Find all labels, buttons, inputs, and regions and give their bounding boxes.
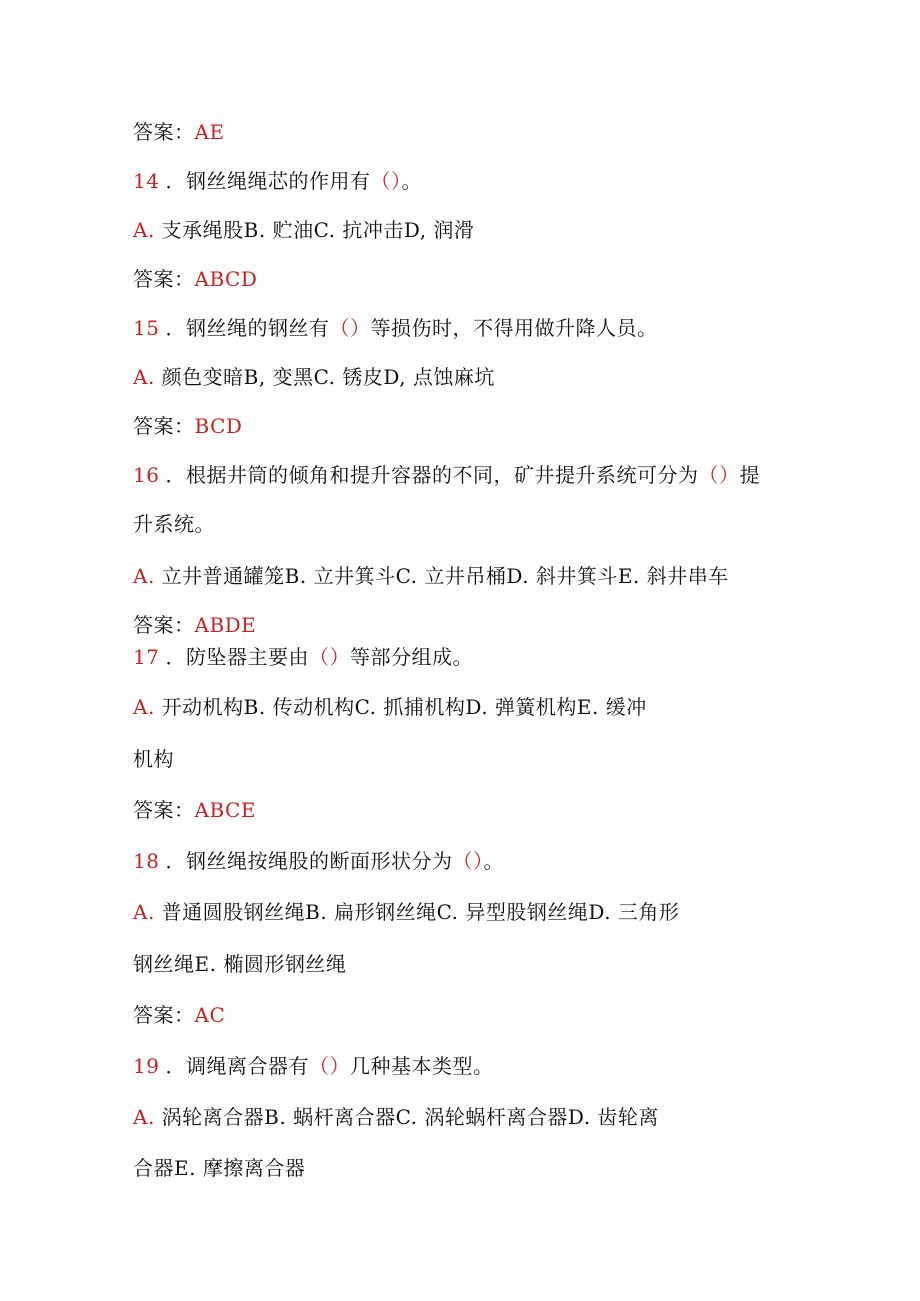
options-18 [133,899,679,925]
answer-value: AC [194,1003,226,1027]
question-text: 钢丝绳绳芯的作用有 [185,169,371,193]
question-text-tail: 等部分组成。 [349,645,473,669]
question-blank: （） [370,169,402,193]
question-15 [133,315,657,341]
question-text-continued: 升系统。 [133,512,215,536]
option-letter: A. [133,900,155,924]
options-16 [133,563,729,589]
answer-line-14 [133,266,257,292]
answer-label: 答案： [133,798,195,822]
question-dot: ． [165,169,186,193]
question-blank: （） [308,645,350,669]
question-text: 钢丝绳的钢丝有 [185,316,330,340]
option-letter: A. [133,695,155,719]
options-text: A. 支承绳股B. 贮油C. 抗冲击D, 润滑 [133,218,475,242]
options-text-continued: 钢丝绳E. 椭圆形钢丝绳 [133,952,347,976]
question-number: 19 [133,1054,160,1078]
options-17-continued [133,746,174,772]
question-text-tail: 提 [739,463,760,487]
options-text: A. 立井普通罐笼B. 立井箕斗C. 立井吊桶D. 斜井箕斗E. 斜井串车 [133,564,729,588]
answer-line-13 [133,119,225,145]
question-19 [133,1053,493,1079]
question-number: 15 [133,316,160,340]
answer-line-15 [133,413,242,439]
question-dot: ． [165,463,186,487]
answer-label: 答案： [133,414,195,438]
options-15 [133,364,495,390]
question-number: 17 [133,645,160,669]
answer-label: 答案： [133,613,195,637]
option-letter: A. [133,564,155,588]
answer-line-18 [133,1002,225,1028]
question-17 [133,644,473,670]
answer-value: AE [194,120,225,144]
question-number: 16 [133,463,160,487]
question-text: 根据井筒的倾角和提升容器的不同，矿井提升系统可分为 [185,463,699,487]
question-text: 钢丝绳按绳股的断面形状分为 [185,849,453,873]
question-dot: ． [165,849,186,873]
question-dot: ． [165,1054,186,1078]
options-14 [133,217,474,243]
answer-line-16 [133,612,256,638]
question-blank: （） [329,316,371,340]
answer-value: ABDE [194,613,257,637]
answer-label: 答案： [133,120,195,144]
options-text-continued: 机构 [133,747,174,771]
options-text: A. 普通圆股钢丝绳B. 扁形钢丝绳C. 异型股钢丝绳D. 三角形 [133,900,680,924]
option-letter: A. [133,1105,155,1129]
options-text-continued: 合器E. 摩擦离合器 [133,1156,306,1180]
option-letter: A. [133,365,155,389]
question-16 [133,462,760,488]
answer-line-17 [133,797,256,823]
question-text-tail: 几种基本类型。 [349,1054,494,1078]
options-17 [133,694,647,720]
options-text: A. 颜色变暗B, 变黑C. 锈皮D, 点蚀麻坑 [133,365,495,389]
options-text: A. 涡轮离合器B. 蜗杆离合器C. 涡轮蜗杆离合器D. 齿轮离 [133,1105,659,1129]
question-text-tail: 。 [401,169,422,193]
options-18-continued [133,951,346,977]
question-blank: （） [308,1054,350,1078]
question-dot: ． [165,316,186,340]
answer-value: BCD [194,414,243,438]
question-16-continued [133,511,215,537]
question-number: 14 [133,169,160,193]
answer-value: ABCD [194,267,258,291]
option-letter: A. [133,218,155,242]
answer-label: 答案： [133,1003,195,1027]
question-18 [133,848,504,874]
question-text-tail: 。 [483,849,504,873]
options-19-continued [133,1155,305,1181]
options-19 [133,1104,659,1130]
answer-label: 答案： [133,267,195,291]
question-14 [133,168,422,194]
question-number: 18 [133,849,160,873]
question-text-tail: 等损伤时，不得用做升降人员。 [370,316,658,340]
question-blank: （） [698,463,740,487]
question-dot: ． [165,645,186,669]
options-text: A. 开动机构B. 传动机构C. 抓捕机构D. 弹簧机构E. 缓冲 [133,695,647,719]
answer-value: ABCE [194,798,256,822]
question-blank: （） [452,849,484,873]
question-text: 防坠器主要由 [185,645,309,669]
question-text: 调绳离合器有 [185,1054,309,1078]
